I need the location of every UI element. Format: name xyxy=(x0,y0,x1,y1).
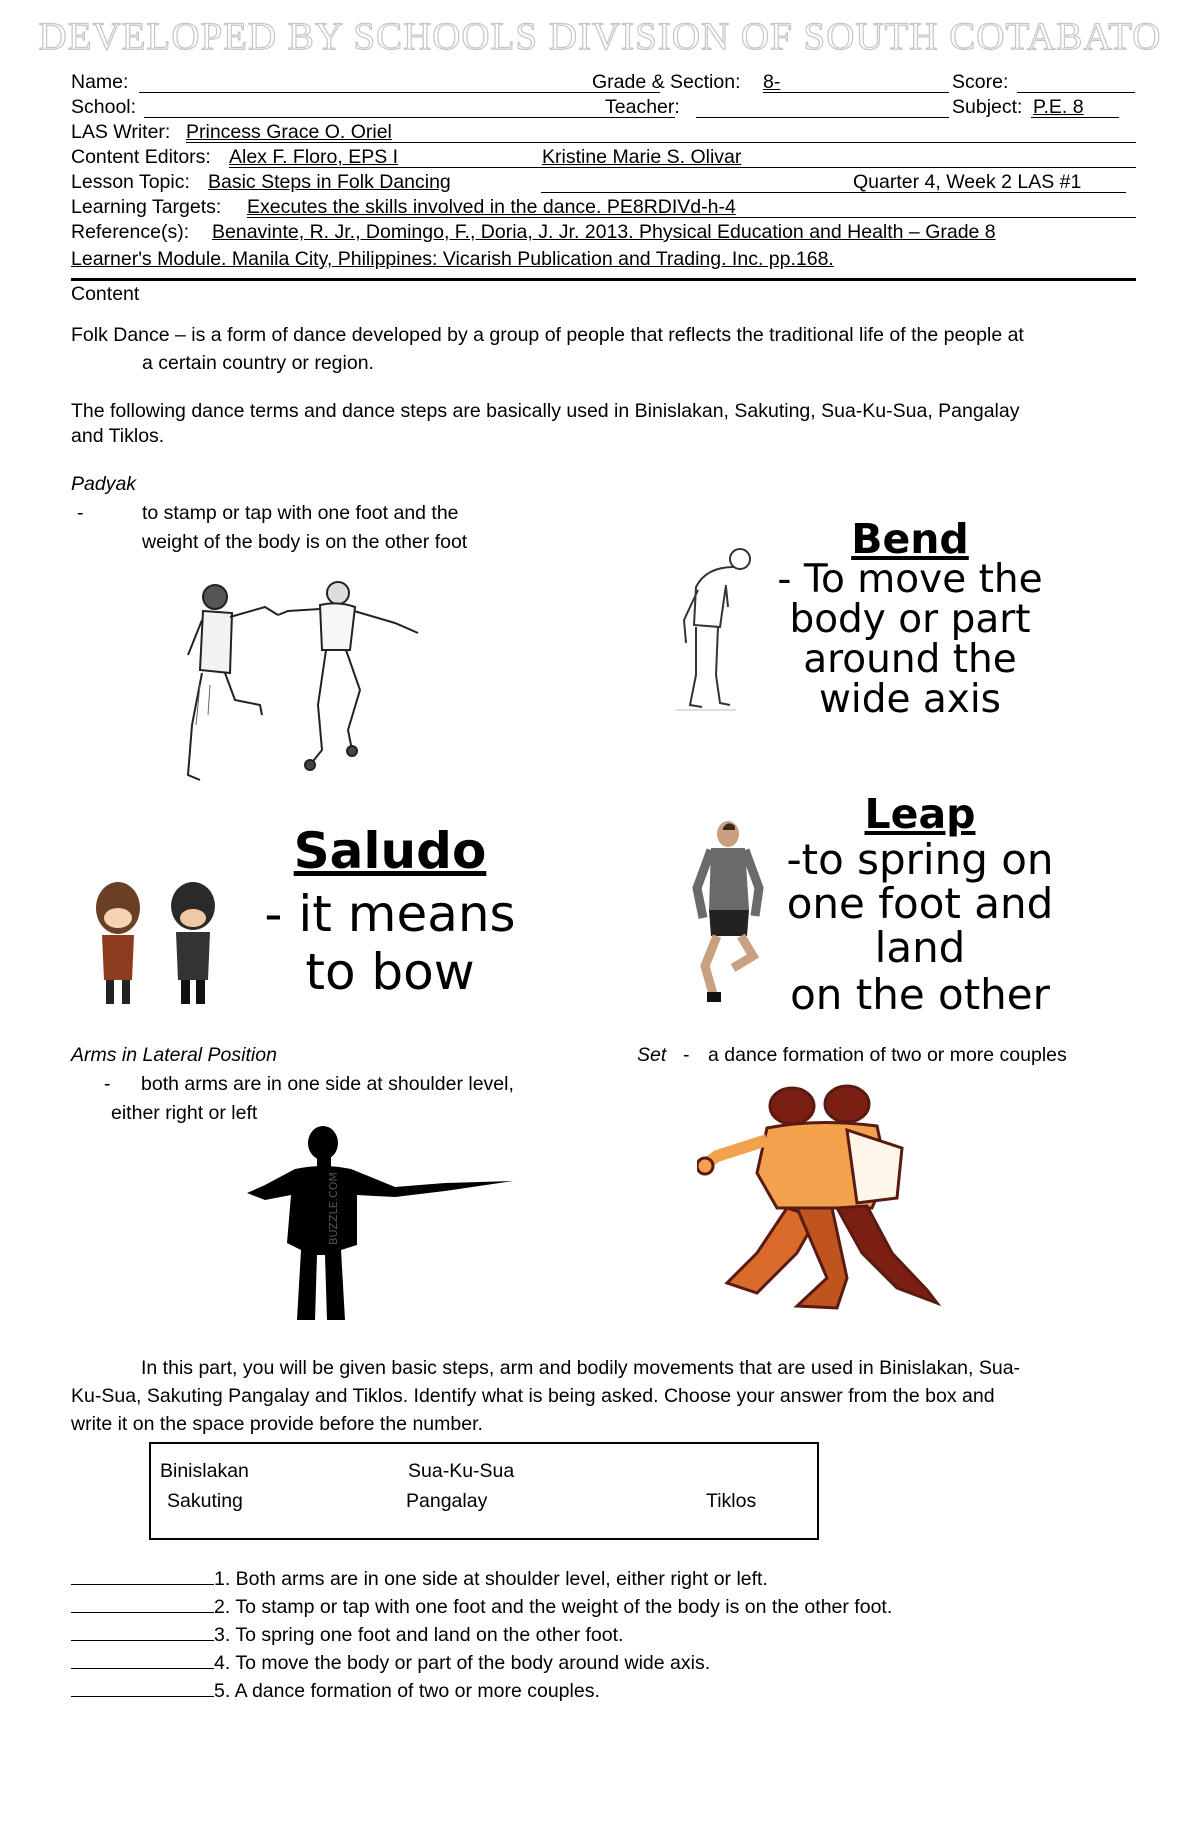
header-row-school xyxy=(71,95,1136,120)
choice-sua-ku-sua: Sua-Ku-Sua xyxy=(408,1460,515,1482)
bend-desc-line-3: around the xyxy=(803,637,1017,682)
svg-text:BUZZLE.COM: BUZZLE.COM xyxy=(327,1172,340,1245)
writer-rule xyxy=(186,122,1136,143)
answer-blank-4[interactable] xyxy=(71,1650,214,1669)
instruction-line-3: write it on the space provide before the number. xyxy=(71,1413,483,1435)
header-row-topic xyxy=(71,170,1136,195)
writer-label: LAS Writer: xyxy=(71,121,171,143)
writer-value: Princess Grace O. Oriel xyxy=(186,121,392,143)
question-5 xyxy=(71,1678,600,1703)
header-row-writer xyxy=(71,120,1136,145)
editors-rule xyxy=(229,147,1136,168)
question-1-text: 1. Both arms are in one side at shoulder level, either right or left. xyxy=(214,1568,768,1590)
set-couple-illustration xyxy=(697,1078,957,1313)
arms-title: Arms in Lateral Position xyxy=(71,1044,277,1066)
question-3-text: 3. To spring one foot and land on the other foot. xyxy=(214,1624,624,1646)
question-1 xyxy=(71,1566,768,1591)
saludo-title: Saludo xyxy=(293,822,487,880)
header-row-reference xyxy=(71,220,1136,245)
watermark: DEVELOPED BY SCHOOLS DIVISION OF SOUTH COTABATO xyxy=(38,15,1162,58)
bend-title: Bend xyxy=(851,515,969,563)
question-2-text: 2. To stamp or tap with one foot and the weight of the body is on the other foot. xyxy=(214,1596,893,1618)
teacher-field[interactable] xyxy=(696,97,949,118)
editors-label: Content Editors: xyxy=(71,146,211,168)
padyak-title: Padyak xyxy=(71,473,137,495)
score-field[interactable] xyxy=(1017,72,1135,93)
arms-dash: - xyxy=(104,1073,111,1095)
subject-value: P.E. 8 xyxy=(1033,96,1084,118)
intro-line-1: The following dance terms and dance steps are basically used in Binislakan, Sakuting, Sua-Ku-Sua, Pangalay xyxy=(71,400,1020,422)
answer-blank-5[interactable] xyxy=(71,1678,214,1697)
arms-line-2: either right or left xyxy=(111,1102,258,1124)
reference-line-2: Learner's Module. Manila City, Philippines: Vicarish Publication and Trading. Inc. pp.168. xyxy=(71,248,834,270)
grade-value: 8- xyxy=(763,71,781,93)
answer-blank-2[interactable] xyxy=(71,1594,214,1613)
folk-dance-line-1: Folk Dance – is a form of dance developed by a group of people that reflects the traditional life of the people at xyxy=(71,324,1024,346)
header-row-name xyxy=(71,70,1136,95)
padyak-line-1: to stamp or tap with one foot and the xyxy=(142,502,459,524)
saludo-bowing-illustration xyxy=(88,880,233,1010)
set-title: Set xyxy=(637,1044,667,1066)
reference-label: Reference(s): xyxy=(71,221,190,243)
topic-value: Basic Steps in Folk Dancing xyxy=(208,171,451,193)
question-5-text: 5. A dance formation of two or more couples. xyxy=(214,1680,600,1702)
name-label: Name: xyxy=(71,71,129,93)
school-label: School: xyxy=(71,96,137,118)
bend-desc-line-1: - To move the xyxy=(777,557,1043,602)
targets-value: Executes the skills involved in the dance. PE8RDIVd-h-4 xyxy=(247,196,736,218)
leap-desc-line-2: one foot and xyxy=(786,879,1054,928)
content-heading: Content xyxy=(71,283,140,305)
targets-label: Learning Targets: xyxy=(71,196,222,218)
question-2 xyxy=(71,1594,892,1619)
question-3 xyxy=(71,1622,623,1647)
arms-lateral-silhouette xyxy=(245,1125,515,1325)
set-dash: - xyxy=(683,1044,690,1066)
choice-tiklos: Tiklos xyxy=(706,1490,757,1512)
header-row-targets xyxy=(71,195,1136,220)
question-4 xyxy=(71,1650,710,1675)
set-desc: a dance formation of two or more couples xyxy=(708,1044,1067,1066)
name-field[interactable] xyxy=(139,72,660,93)
answer-blank-1[interactable] xyxy=(71,1566,214,1585)
subject-label: Subject: xyxy=(952,96,1023,118)
editor-1: Alex F. Floro, EPS I xyxy=(229,146,399,168)
bend-desc-line-2: body or part xyxy=(789,597,1031,642)
choice-sakuting: Sakuting xyxy=(167,1490,243,1512)
choice-binislakan: Binislakan xyxy=(160,1460,249,1482)
reference-line-1: Benavinte, R. Jr., Domingo, F., Doria, J. Jr. 2013. Physical Education and Health – Grade 8 xyxy=(212,221,996,243)
grade-field[interactable] xyxy=(763,72,949,93)
instruction-line-2: Ku-Sua, Sakuting Pangalay and Tiklos. Identify what is being asked. Choose your answer from the box and xyxy=(71,1385,995,1407)
leap-desc-line-3: land xyxy=(874,923,966,972)
bend-figure-illustration xyxy=(676,545,764,715)
leap-title: Leap xyxy=(864,790,976,838)
question-4-text: 4. To move the body or part of the body around wide axis. xyxy=(214,1652,711,1674)
editor-2: Kristine Marie S. Olivar xyxy=(542,146,742,168)
subject-field xyxy=(1031,97,1119,118)
choice-pangalay: Pangalay xyxy=(406,1490,488,1512)
choices-box xyxy=(149,1442,819,1540)
grade-label: Grade & Section: xyxy=(592,71,741,93)
score-label: Score: xyxy=(952,71,1009,93)
intro-line-2: and Tiklos. xyxy=(71,425,165,447)
padyak-dash: - xyxy=(77,502,84,524)
targets-rule xyxy=(247,197,1136,218)
header-row-reference-2 xyxy=(71,247,1136,272)
arms-line-1: both arms are in one side at shoulder level, xyxy=(141,1073,514,1095)
school-field[interactable] xyxy=(144,97,675,118)
teacher-label: Teacher: xyxy=(605,96,680,118)
quarter-label: Quarter 4, Week 2 LAS #1 xyxy=(853,171,1082,193)
saludo-desc-line-2: to bow xyxy=(305,943,475,1001)
leap-desc-line-4: on the other xyxy=(790,970,1050,1019)
bend-desc-line-4: wide axis xyxy=(818,677,1001,722)
leap-man-illustration xyxy=(683,818,773,1013)
leap-desc-line-1: -to spring on xyxy=(786,835,1054,884)
header-divider xyxy=(71,278,1136,281)
topic-label: Lesson Topic: xyxy=(71,171,190,193)
instruction-line-1: In this part, you will be given basic steps, arm and bodily movements that are used in Binislakan, Sua- xyxy=(141,1357,1021,1379)
saludo-desc-line-1: - it means xyxy=(264,885,516,943)
folk-dance-line-2: a certain country or region. xyxy=(142,352,374,374)
header-row-editors xyxy=(71,145,1136,170)
padyak-dancers-illustration xyxy=(170,575,460,790)
answer-blank-3[interactable] xyxy=(71,1622,214,1641)
padyak-line-2: weight of the body is on the other foot xyxy=(142,531,468,553)
